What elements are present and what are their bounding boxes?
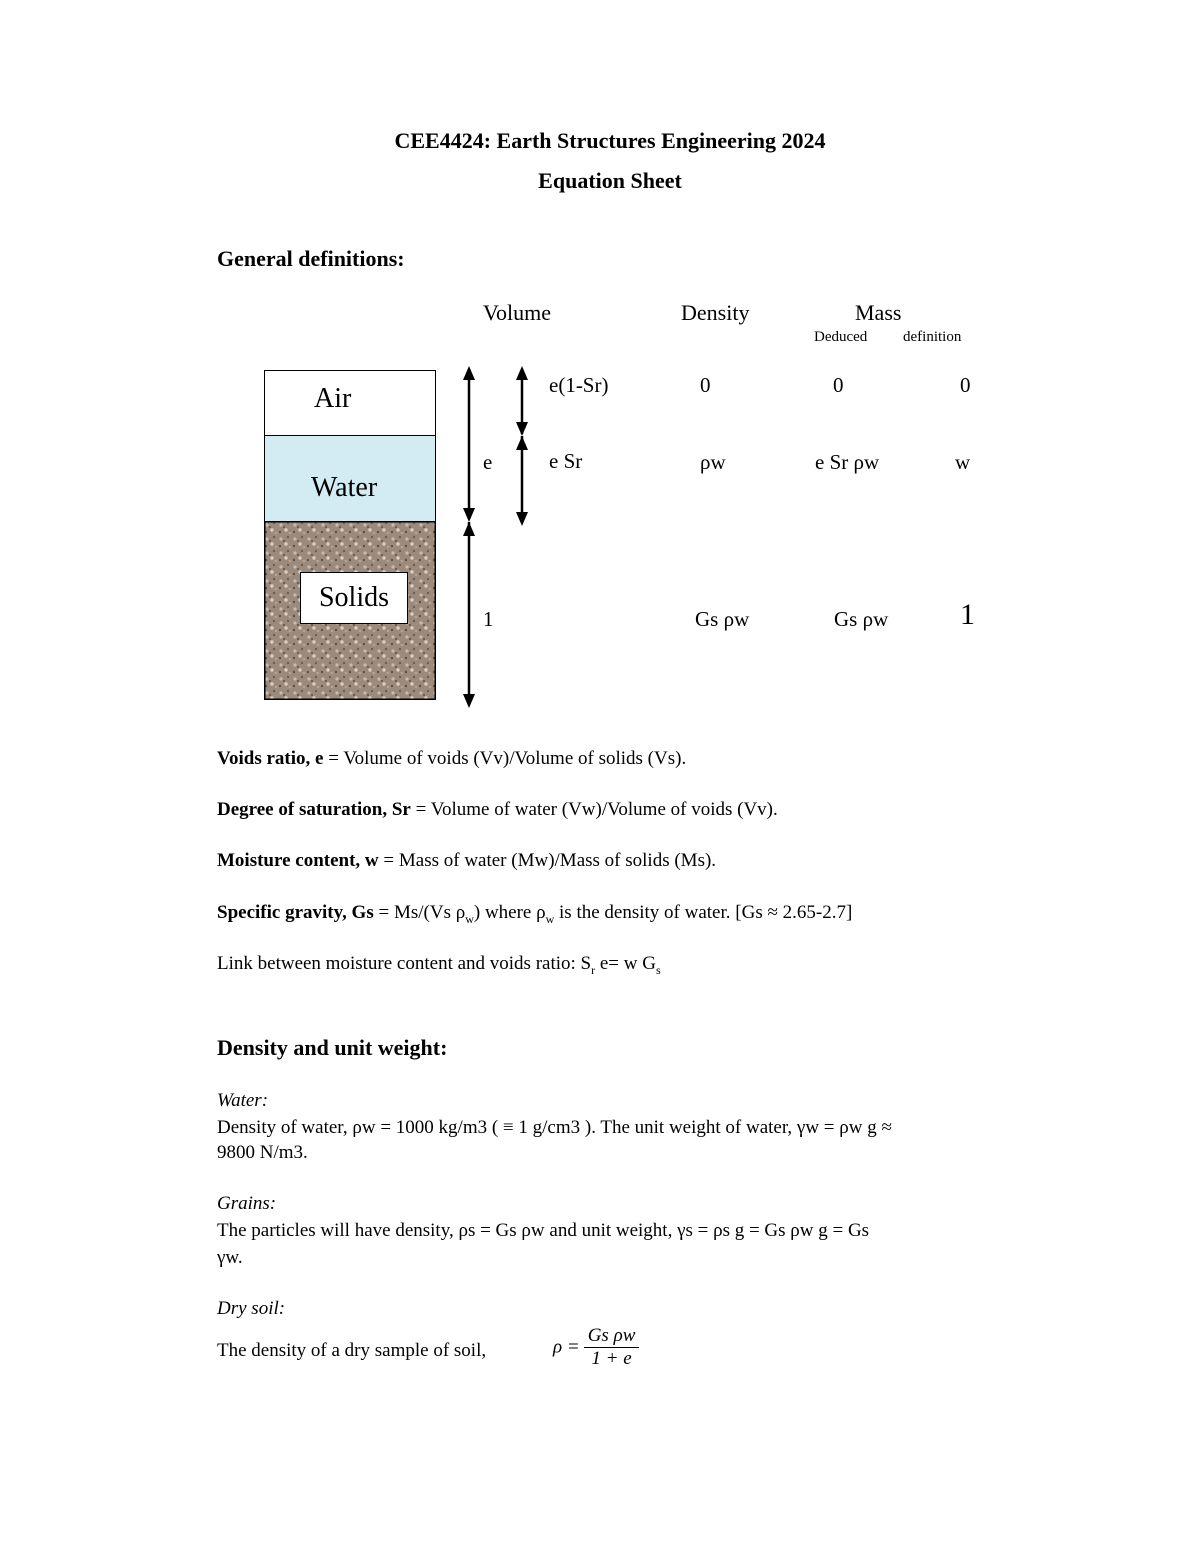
definition-saturation <box>217 799 778 821</box>
volume-label-voids: e <box>483 450 493 474</box>
dry-soil-subheading: Dry soil: <box>217 1298 286 1319</box>
volume-label-air: e(1-Sr) <box>549 373 609 397</box>
definition-link: Link between moisture content and voids ratio: $S_r$ e= w $G_s$ <box>217 953 661 977</box>
solids-density: Gs ρw <box>695 607 750 631</box>
solids-mass-deduced: Gs ρw <box>834 607 889 631</box>
water-mass-deduced: e Sr ρw <box>815 450 880 474</box>
grains-density-line-2: γw. <box>217 1247 243 1268</box>
page-title: CEE4424: Earth Structures Engineering 2024 <box>394 128 826 153</box>
column-header-density: Density <box>681 300 750 325</box>
air-mass-deduced: 0 <box>833 373 844 397</box>
definition-text: = Volume of water (Vw)/Volume of voids (Vv). <box>410 799 778 820</box>
column-subheader-definition: definition <box>903 329 962 345</box>
dry-density-formula <box>553 1325 639 1370</box>
definition-voids-ratio <box>217 748 686 770</box>
definition-term: Moisture content, w <box>217 850 379 871</box>
volume-arrows <box>455 362 535 712</box>
grains-subheading: Grains: <box>217 1193 277 1214</box>
air-density: 0 <box>700 373 711 397</box>
water-density-line: Density of water, ρw = 1000 kg/m3 ( ≡ 1 g/cm3 ). The unit weight of water, γw = ρw g ≈ <box>217 1117 892 1138</box>
column-subheader-deduced: Deduced <box>814 329 868 345</box>
water-density-line-2: 9800 N/m3. <box>217 1142 308 1163</box>
section-heading-general: General definitions: <box>217 246 405 271</box>
definition-term: Specific gravity, Gs <box>217 902 374 923</box>
dry-soil-text: The density of a dry sample of soil, <box>217 1340 487 1361</box>
solids-mass-definition: 1 <box>960 598 975 631</box>
grains-density-line: The particles will have density, ρs = Gs ρw and unit weight, γs = ρs g = Gs ρw g = Gs <box>217 1220 870 1241</box>
volume-label-water: e Sr <box>549 449 583 473</box>
formula-lhs: ρ = <box>553 1336 580 1358</box>
formula-denominator: 1 + e <box>591 1348 632 1369</box>
volume-label-solids: 1 <box>483 607 494 631</box>
water-subheading: Water: <box>217 1090 269 1111</box>
column-header-volume: Volume <box>483 300 552 325</box>
air-mass-definition: 0 <box>960 373 971 397</box>
water-label: Water <box>311 472 378 503</box>
section-heading-density: Density and unit weight: <box>217 1035 448 1060</box>
definition-specific-gravity: Specific gravity, Gs = Ms/(Vs $\rho_w$) where $\rho_w$ is the density of water. [Gs ≈ 2.65-2.7] <box>217 902 853 926</box>
definition-term: Voids ratio, e <box>217 748 324 769</box>
definition-text: = Volume of voids (Vv)/Volume of solids (Vs). <box>323 748 687 769</box>
air-label: Air <box>314 383 352 414</box>
definition-term: Degree of saturation, Sr <box>217 799 411 820</box>
solids-label: Solids <box>300 572 408 624</box>
definition-moisture <box>217 850 716 872</box>
column-header-mass: Mass <box>855 300 902 325</box>
definition-text: = Mass of water (Mw)/Mass of solids (Ms). <box>378 850 717 871</box>
page-subtitle: Equation Sheet <box>538 168 682 193</box>
water-density: ρw <box>700 450 726 474</box>
formula-numerator: Gs ρw <box>584 1325 640 1348</box>
water-mass-definition: w <box>955 450 971 474</box>
formula-fraction <box>584 1325 640 1370</box>
